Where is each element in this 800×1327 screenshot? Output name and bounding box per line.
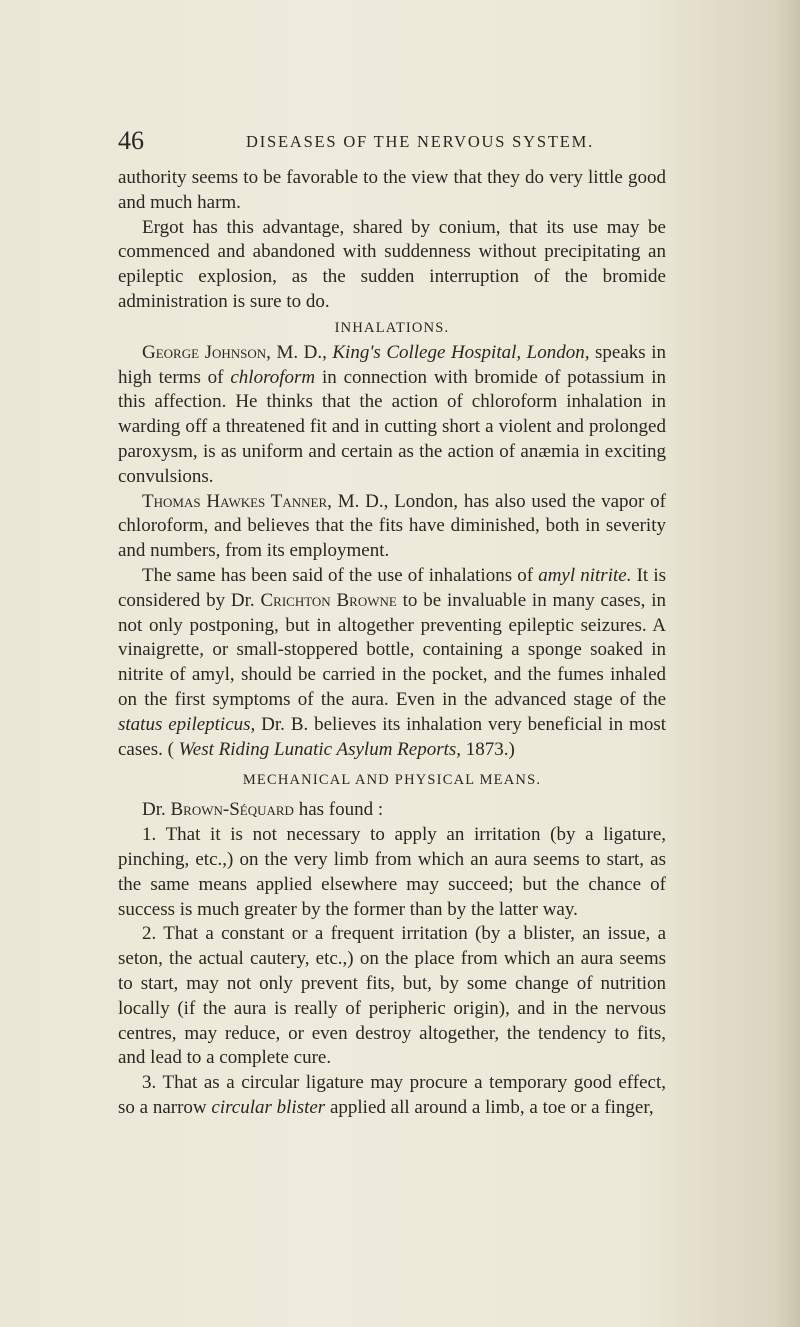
text-run: has found : (293, 799, 384, 821)
paragraph-ergot: Ergot has this advantage, shared by conium, that its use may be commenced and abandoned with suddenness without precipitating an epileptic explosion, as the sudden interruption of the bromide administration is sure to do. (118, 216, 666, 312)
page-header (0, 124, 800, 158)
section-heading-mechanical: MECHANICAL AND PHYSICAL MEANS. (242, 772, 542, 789)
drug-name: amyl nitrite. (538, 564, 632, 586)
paragraph-tanner (118, 490, 666, 564)
section-heading-inhalations: INHALATIONS. (334, 319, 450, 336)
paragraph-johnson (118, 341, 666, 490)
text-run: 1873.) (461, 738, 515, 760)
hospital-name: King's College Hospital, London, (332, 341, 590, 363)
running-head: DISEASES OF THE NERVOUS SYSTEM. (245, 132, 594, 151)
author-name: George Johnson (142, 341, 267, 363)
paragraph-brown-sequard (118, 798, 666, 823)
text-run: Dr. B. believes its inhalation very beneficial in most cases. ( (118, 713, 666, 760)
paragraph-amyl-nitrite (118, 564, 666, 762)
text-run: It is considered by Dr. (118, 564, 666, 611)
text-run: in connection with bromide of potassium in this affection. He thinks that the action of chloroform inhalation in warding off a threatened fit and in cutting short a violent and prolonged paroxysm, is as uniform and certain as the action of anæmia in exciting convulsions. (118, 366, 666, 487)
numbered-item-3 (118, 1071, 666, 1121)
author-name: Brown-Séquard (170, 799, 294, 821)
author-name: Crichton Browne (260, 589, 397, 611)
text-run: Dr. (142, 799, 171, 821)
author-name: Thomas Hawkes Tanner (142, 490, 328, 512)
paragraph-continuation: authority seems to be favorable to the view that they do very little good and much harm. (118, 167, 666, 213)
medical-term: circular blister (211, 1096, 326, 1118)
page-body (118, 166, 666, 1121)
source-citation: West Riding Lunatic Asylum Reports, (178, 738, 462, 760)
text-run: , M. D., London, has also used the vapor of chloroform, and believes that the fits have diminished, both in severity and numbers, from its employment. (118, 490, 667, 562)
page-number: 46 (118, 126, 144, 155)
text-run: to be invaluable in many cases, in not only postponing, but in altogether preventing epileptic seizures. A vinaigrette, or small-stoppered bottle, containing a sponge soaked in nitrite of amyl, should be carried in the pocket, and the fumes inhaled on the first symptoms of the aura. Even in the advanced stage of the (118, 589, 666, 710)
text-run: applied all around a limb, a toe or a finger, (325, 1096, 654, 1118)
numbered-item-2: 2. That a constant or a frequent irritation (by a blister, an issue, a seton, the actual cautery, etc.,) on the place from which an aura seems to start, may not only prevent fits, but, by some change of nutrition locally (if the aura is really of peripheric origin), and in the nervous centres, may reduce, or even destroy altogether, the tendency to fits, and lead to a complete cure. (118, 923, 666, 1069)
text-run: 3. That as a circular ligature may procure a temporary good effect, so a narrow (118, 1072, 666, 1118)
text-run: , M. D., (266, 341, 333, 363)
medical-term: status epilepticus, (118, 713, 256, 735)
drug-name: chloroform (230, 366, 316, 388)
text-run: speaks in high terms of (118, 341, 666, 388)
numbered-item-1: 1. That it is not necessary to apply an irritation (by a ligature, pinching, etc.,) on the very limb from which an aura seems to start, as the same means applied elsewhere may succeed; but the chance of success is much greater by the former than by the latter way. (118, 824, 666, 920)
text-run: The same has been said of the use of inhalations of (142, 564, 539, 586)
